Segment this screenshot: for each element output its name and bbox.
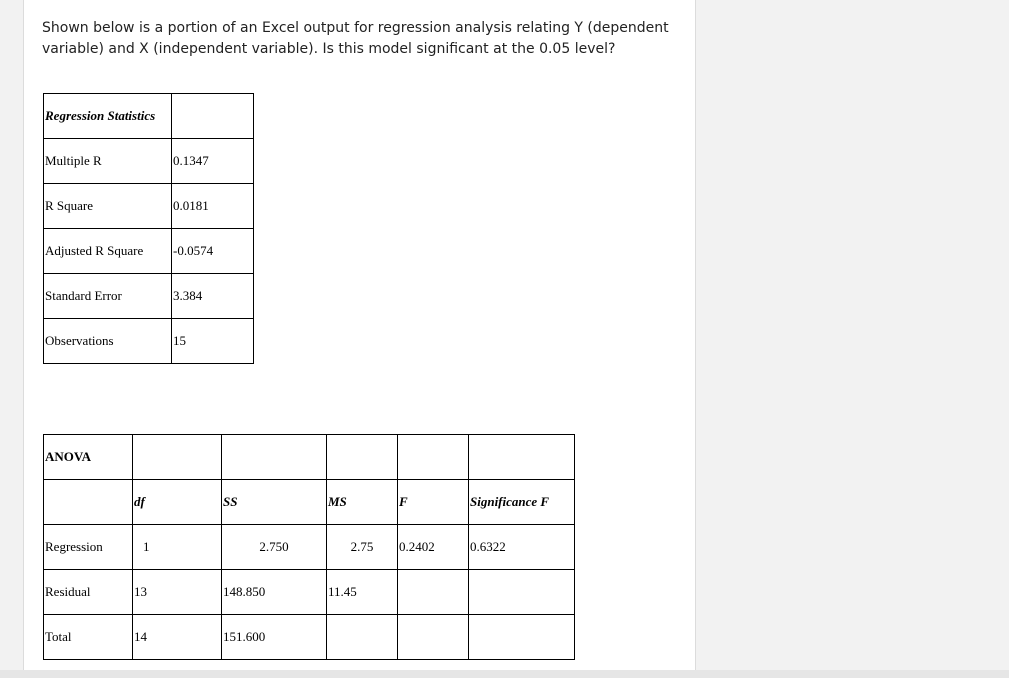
cell-ss: 148.850 [222,570,327,615]
cell-significance-f: 0.6322 [469,525,575,570]
stat-value: 3.384 [172,274,254,319]
cell-df: 13 [133,570,222,615]
question-text: Shown below is a portion of an Excel output for regression analysis relating Y (dependent variable) and X (independent variable). Is this model significant at the 0.05 level? [42,20,669,57]
header-ms: MS [327,480,398,525]
cell-f: 0.2402 [398,525,469,570]
table-cell [133,435,222,480]
stat-value: -0.0574 [172,229,254,274]
table-cell [327,435,398,480]
stat-label: Adjusted R Square [44,229,172,274]
regression-statistics-table [43,93,254,364]
stat-value: 0.1347 [172,139,254,184]
cell-ss: 2.750 [222,525,327,570]
table-cell [398,615,469,660]
table-cell [469,435,575,480]
table-cell [398,435,469,480]
table-row [44,615,575,660]
table-row [44,570,575,615]
cell-ss: 151.600 [222,615,327,660]
stat-label: R Square [44,184,172,229]
cell-ms: 2.75 [327,525,398,570]
cell-ms: 11.45 [327,570,398,615]
stat-label: Standard Error [44,274,172,319]
stat-label: Observations [44,319,172,364]
anova-title: ANOVA [44,435,133,480]
anova-table [43,434,575,660]
table-row [44,184,254,229]
stat-value: 15 [172,319,254,364]
table-row [44,94,254,139]
table-row [44,139,254,184]
table-row [44,229,254,274]
table-cell [469,570,575,615]
stat-value: 0.0181 [172,184,254,229]
header-ss: SS [222,480,327,525]
cell-df: 1 [133,525,222,570]
cell-df: 14 [133,615,222,660]
stat-label: Multiple R [44,139,172,184]
table-cell [327,615,398,660]
table-row [44,274,254,319]
table-cell [222,435,327,480]
table-row [44,480,575,525]
question-card [23,0,696,678]
row-label: Regression [44,525,133,570]
table-cell [44,480,133,525]
table-row [44,319,254,364]
regression-statistics-title: Regression Statistics [44,94,172,139]
table-cell [172,94,254,139]
header-f: F [398,480,469,525]
row-label: Residual [44,570,133,615]
bottom-divider [0,670,1009,678]
header-df: df [133,480,222,525]
row-label: Total [44,615,133,660]
table-cell [469,615,575,660]
table-cell [398,570,469,615]
table-row [44,435,575,480]
header-significance-f: Significance F [469,480,575,525]
table-row [44,525,575,570]
